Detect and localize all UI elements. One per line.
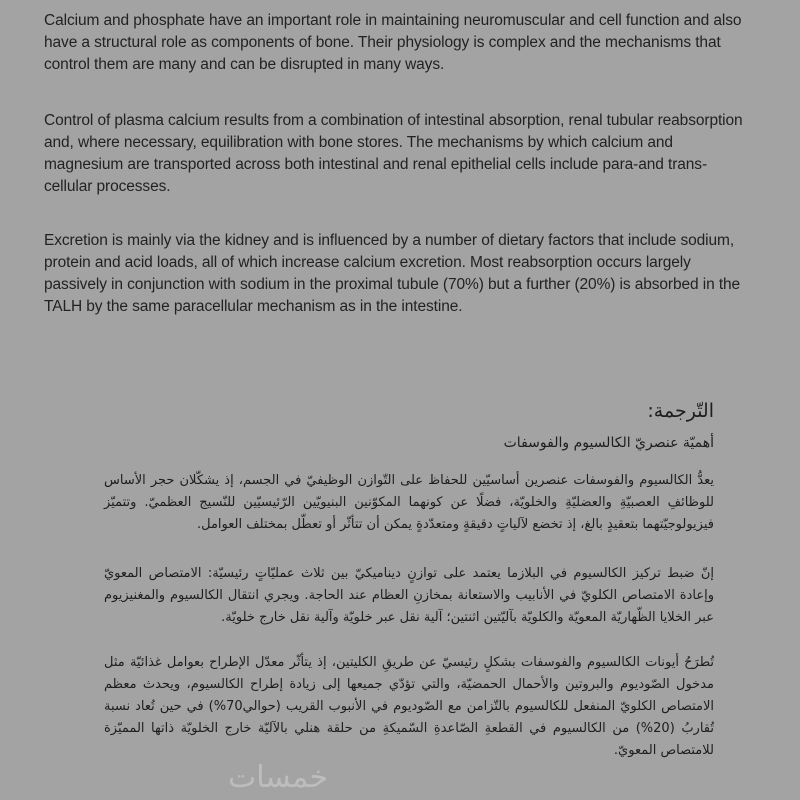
translation-subtitle: أهميّة عنصريّ الكالسيوم والفوسفات (503, 435, 714, 451)
arabic-paragraph-1: يعدُّ الكالسيوم والفوسفات عنصرين أساسيّين للحفاظ على التّوازن الوظيفيّ في الجسم، إذ يشكّلان حجر الأساس للوظائفِ العصبيّةِ والعضليّةِ والخلويّة، فضلًا عن كونهما المكوّنين البنيويّين الرّئيسيّين للنّسيج العظميّ. وتتميّز فيزيولوجيّتهما بتعقيدٍ بالغ، إذ تخضع لآلياتٍ دقيقةٍ ومتعدّدةٍ يمكن أن تتأثّر أو تعطّل بمختلف العوامل. (104, 473, 714, 532)
english-paragraph-text: Control of plasma calcium results from a combination of intestinal absorption, renal tubular reabsorption and, where necessary, equilibration with bone stores. The mechanisms by which calcium and magnesium are transported across both intestinal and renal epithelial cells include para-and trans-cellular processes. (44, 112, 743, 195)
english-paragraph-text: Calcium and phosphate have an important role in maintaining neuromuscular and cell function and also have a structural role as components of bone. Their physiology is complex and the mechanisms that control them are many and can be disrupted in many ways. (44, 12, 742, 73)
english-paragraph-text: Excretion is mainly via the kidney and is influenced by a number of dietary factors that include sodium, protein and acid loads, all of which increase calcium excretion. Most reabsorption occurs largely passively in conjunction with sodium in the proximal tubule (70%) but a further (20%) is absorbed in the TALH by the same paracellular mechanism as in the intestine. (44, 232, 741, 315)
translation-heading: التّرجمة: (647, 400, 714, 422)
watermark-logo: خمسات (228, 760, 329, 795)
english-paragraph-2 (44, 110, 744, 198)
arabic-paragraph-3: تُطرَحُ أيونات الكالسيوم والفوسفات بشكلٍ رئيسيّ عن طريقِ الكليتين، إذ يتأثّر معدّل الإطراح بعوامل غذائيّة مثل مدخول الصّوديوم والبروتين والأحمال الحمضيّة، والتي تؤدّي جميعها إلى زيادة إطراح الكالسيوم، ويحدث معظم الامتصاص الكلويّ المنفعل للكالسيوم بالتّزامن مع الصّوديوم في الأنبوب القريب (حوالي70%) في حين تُعاد نسبة تُقاربُ (20%) من الكالسيوم في القطعةِ الصّاعدةِ السّميكةِ من حلقة هنلي بالآليّة خارج الخلويّة ذاتها المميّزة للامتصاص المعويّ. (104, 655, 715, 758)
arabic-paragraph-2: إنّ ضبط تركيز الكالسيوم في البلازما يعتمد على توازنٍ ديناميكيّ بين ثلاث عمليّاتٍ رئيسيّة: الامتصاص المعويّ وإعادة الامتصاص الكلويّ في الأنابيب والاستعانة بمخازنِ العظام عند الحاجة. ويجري انتقال الكالسيوم والمغنيزيوم عبر الخلايا الظّهاريّة المعويّة والكلويّة بآليّتين اثنتين؛ آلية نقل عبر خلويّة وآلية نقل خارج خلويّة. (104, 566, 714, 625)
english-paragraph-3 (44, 230, 744, 318)
english-paragraph-1 (44, 10, 744, 76)
